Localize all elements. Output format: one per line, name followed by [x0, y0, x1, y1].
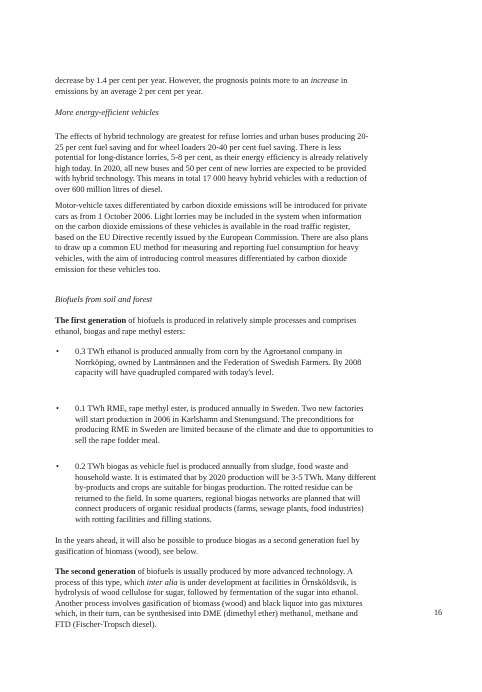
bullet-marker: • [56, 462, 59, 471]
page-number: 16 [434, 608, 442, 617]
bullet-item-rme: 0.1 TWh RME, rape methyl ester, is produced annually in Sweden. Two new factories will start production in 2006 in Karlshamn and Stenungsund. The preconditions for producing RME in Sweden are limited because of the climate and due to opportunities to sell the rape fodder meal. [75, 404, 374, 445]
paragraph-second-generation: The second generation of biofuels is usually produced by more advanced technology. A process of this type, which inter alia is under development at facilities in Örnsköldsvik, is hydrolysis of wood cellulose for sugar, followed by fermentation of the sugar into ethanol. Another process involves gasification of biomass (wood) and black liquor into gas mixtures which, in their turn, can be synthesised into DME (dimethyl ether) methanol, methane and FTD (Fischer-Tropsch diesel). [55, 567, 363, 629]
paragraph-hybrid: The effects of hybrid technology are greatest for refuse lorries and urban buses producing 20- 25 per cent fuel saving and for wheel loaders 20-40 per cent fuel saving. There is less potential for long-distance lorries, 5-8 per cent, as their energy efficiency is already relatively high today. In 2020, all new buses and 50 per cent of new lorries are expected to be provided with hybrid technology. This means in total 17 000 heavy hybrid vehicles with a reduction of over 600 million litres of diesel. [55, 132, 369, 194]
bullet-marker: • [56, 404, 59, 413]
bullet-item-biogas: 0.2 TWh biogas as vehicle fuel is produced annually from sludge, food waste and household waste. It is estimated that by 2020 production will be 3-5 TWh. Many different by-products and crops are suitable for biogas production. The rotted residue can be returned to the field. In some quarters, regional biogas networks are planned that will connect producers of organic residual products (farms, sewage plants, food industries) with rotting facilities and filling stations. [75, 462, 377, 524]
paragraph-taxes: Motor-vehicle taxes differentiated by carbon dioxide emissions will be introduced for private cars as from 1 October 2006. Light lorries may be included in the system when information on the carbon dioxide emissions of these vehicles is available in the road traffic register, based on the EU Directive recently issued by the European Commission. There are also plans to draw up a common EU method for measuring and reporting fuel consumption for heavy vehicles, with the aim of introducing control measures differentiated by carbon dioxide emission for these vehicles too. [55, 201, 369, 274]
paragraph-gasification: In the years ahead, it will also be possible to produce biogas as a second generation fuel by gasification of biomass (wood), see below. [55, 536, 360, 556]
bullet-marker: • [56, 347, 59, 356]
bullet-item-ethanol: 0.3 TWh ethanol is produced annually from corn by the Agroetanol company in Norrköping, owned by Lantmännen and the Federation of Swedish Farmers. By 2008 capacity will have quadrupled compared with today's level. [75, 347, 362, 378]
section-heading-vehicles: More energy-efficient vehicles [55, 107, 159, 117]
paragraph-intro: decrease by 1.4 per cent per year. However, the prognosis points more to an increase in emissions by an average 2 per cent per year. [55, 76, 348, 96]
paragraph-first-generation: The first generation of biofuels is produced in relatively simple processes and comprises ethanol, biogas and rape methyl esters: [55, 316, 357, 336]
section-heading-biofuels: Biofuels from soil and forest [55, 294, 153, 304]
